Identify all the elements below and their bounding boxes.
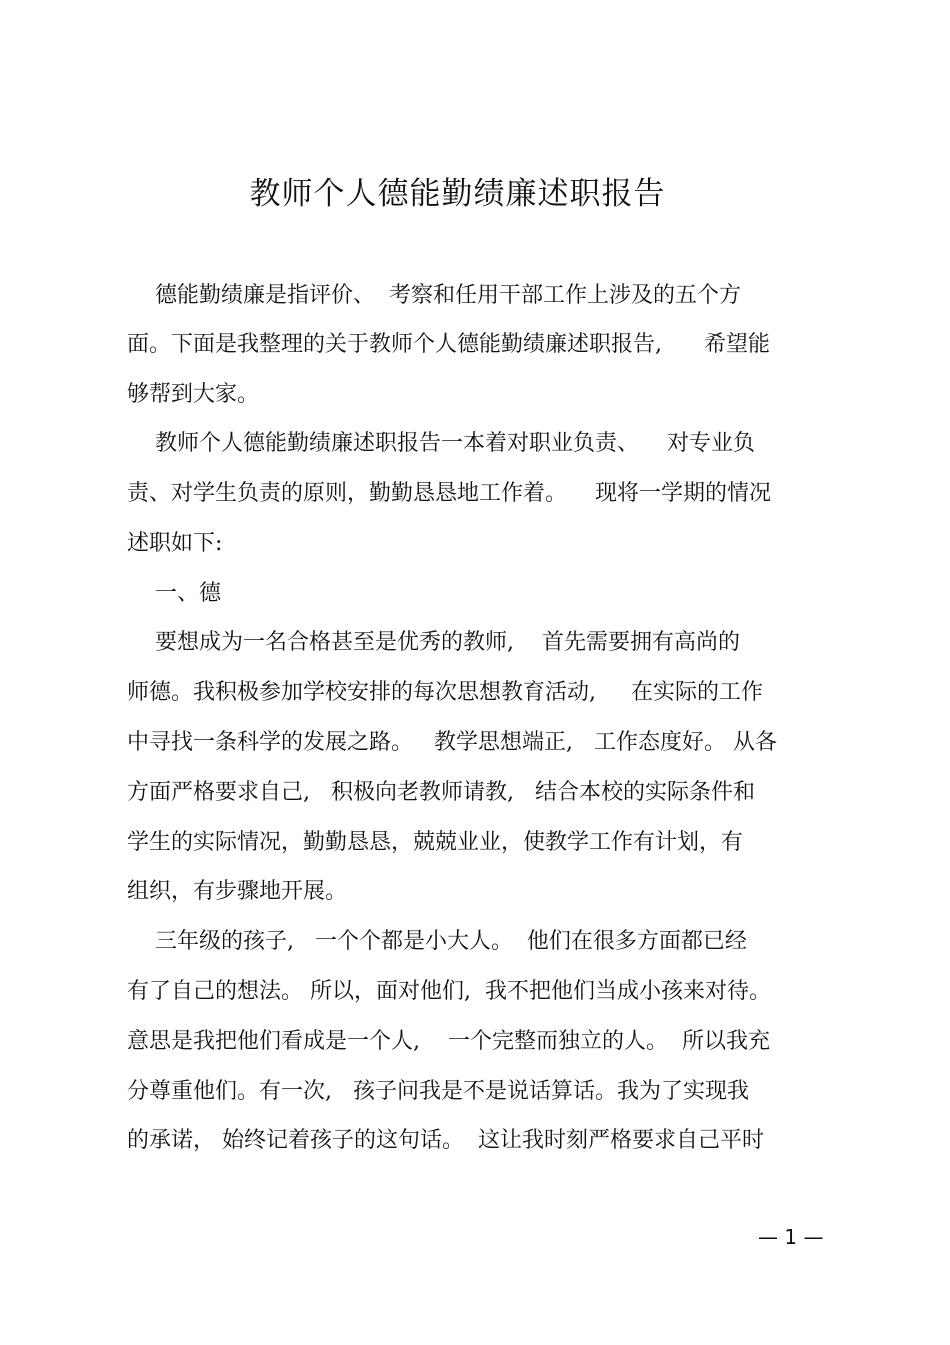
body-line: 的承诺， 始终记着孩子的这句话。 这让我时刻严格要求自己平时 [127, 1128, 764, 1153]
body-line: 述职如下: [127, 531, 223, 556]
body-line: 组织，有步骤地开展。 [127, 879, 348, 904]
body-line: 中寻找一条科学的发展之路。 教学思想端正, 工作态度好。 从各 [127, 730, 777, 755]
section-heading: 一、德 [127, 581, 221, 606]
document-title: 教师个人德能勤绩廉述职报告 [249, 176, 666, 212]
body-line: 够帮到大家。 [127, 382, 260, 407]
body-line: 分尊重他们。有一次, 孩子问我是不是说话算话。我为了实现我 [127, 1079, 749, 1104]
body-line: 方面严格要求自己, 积极向老教师请教, 结合本校的实际条件和 [127, 780, 755, 805]
body-line: 面。下面是我整理的关于教师个人德能勤绩廉述职报告, 希望能 [127, 332, 770, 357]
body-line: 德能勤绩廉是指评价、 考察和任用干部工作上涉及的五个方 [127, 283, 741, 308]
body-line: 教师个人德能勤绩廉述职报告一本着对职业负责、 对专业负 [127, 431, 755, 456]
body-line: 有了自己的想法。 所以，面对他们, 我不把他们当成小孩来对待。 [127, 979, 771, 1004]
body-line: 责、对学生负责的原则，勤勤恳恳地工作着。 现将一学期的情况 [127, 481, 771, 506]
body-line: 师德。我积极参加学校安排的每次思想教育活动, 在实际的工作 [127, 680, 763, 705]
body-line: 三年级的孩子, 一个个都是小大人。 他们在很多方面都已经 [127, 929, 747, 954]
body-line: 意思是我把他们看成是一个人, 一个完整而独立的人。 所以我充 [127, 1029, 770, 1054]
body-line: 学生的实际情况，勤勤恳恳，兢兢业业，使教学工作有计划，有 [127, 830, 744, 855]
body-line: 要想成为一名合格甚至是优秀的教师, 首先需要拥有高尚的 [127, 630, 740, 655]
page-number: — 1 — [758, 1225, 824, 1249]
